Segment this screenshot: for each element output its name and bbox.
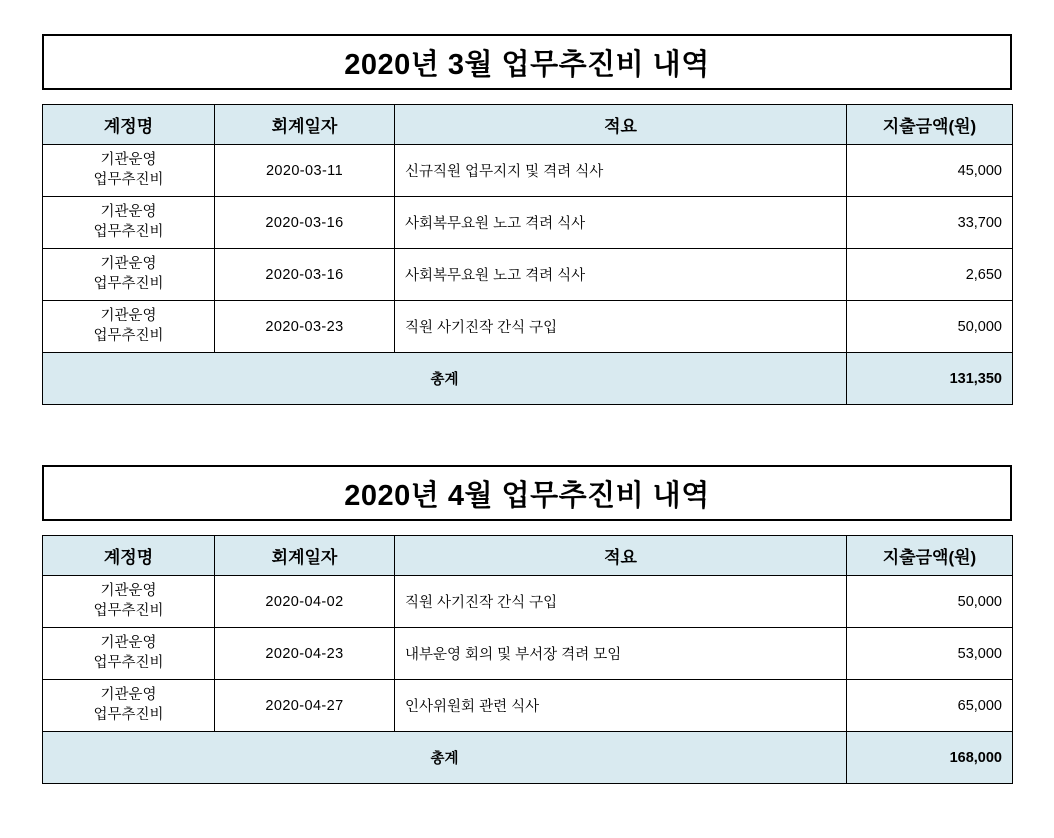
account-line-1: 기관운영 — [100, 582, 157, 599]
table-total-row — [43, 732, 1013, 784]
cell-amount: 45,000 — [847, 145, 1013, 197]
expense-section-april — [42, 405, 1012, 784]
cell-account — [43, 197, 215, 249]
account-line-1: 기관운영 — [100, 307, 157, 324]
table-row — [43, 576, 1013, 628]
account-line-2: 업무추진비 — [93, 327, 164, 344]
cell-date: 2020-04-23 — [215, 628, 395, 680]
cell-description: 직원 사기진작 간식 구입 — [395, 576, 847, 628]
cell-date: 2020-04-27 — [215, 680, 395, 732]
cell-date: 2020-04-02 — [215, 576, 395, 628]
column-header-account: 계정명 — [43, 536, 215, 576]
cell-amount: 65,000 — [847, 680, 1013, 732]
table-total-row — [43, 353, 1013, 405]
table-row — [43, 145, 1013, 197]
expense-table-april — [42, 535, 1013, 784]
cell-account — [43, 576, 215, 628]
account-line-1: 기관운영 — [100, 203, 157, 220]
account-line-2: 업무추진비 — [93, 171, 164, 188]
table-header-row — [43, 536, 1013, 576]
page-title-april: 2020년 4월 업무추진비 내역 — [344, 479, 710, 512]
cell-description: 사회복무요원 노고 격려 식사 — [395, 249, 847, 301]
cell-description: 내부운영 회의 및 부서장 격려 모임 — [395, 628, 847, 680]
table-row — [43, 628, 1013, 680]
table-body-march — [43, 145, 1013, 405]
column-header-account: 계정명 — [43, 105, 215, 145]
total-label: 총계 — [43, 732, 847, 784]
cell-account — [43, 249, 215, 301]
column-header-date: 회계일자 — [215, 105, 395, 145]
cell-amount: 2,650 — [847, 249, 1013, 301]
account-line-1: 기관운영 — [100, 686, 157, 703]
table-header-march — [43, 105, 1013, 145]
table-row — [43, 680, 1013, 732]
account-line-2: 업무추진비 — [93, 223, 164, 240]
cell-date: 2020-03-16 — [215, 197, 395, 249]
total-amount: 168,000 — [847, 732, 1013, 784]
expense-table-march — [42, 104, 1013, 405]
cell-amount: 50,000 — [847, 576, 1013, 628]
table-row — [43, 197, 1013, 249]
table-body-april — [43, 576, 1013, 784]
table-row — [43, 249, 1013, 301]
page-title-march: 2020년 3월 업무추진비 내역 — [344, 48, 710, 81]
column-header-amount: 지출금액(원) — [847, 105, 1013, 145]
cell-account — [43, 145, 215, 197]
expense-section-march — [42, 0, 1012, 405]
title-box-april — [42, 465, 1012, 521]
table-header-row — [43, 105, 1013, 145]
cell-date: 2020-03-23 — [215, 301, 395, 353]
account-line-2: 업무추진비 — [93, 654, 164, 671]
cell-amount: 53,000 — [847, 628, 1013, 680]
account-line-1: 기관운영 — [100, 151, 157, 168]
total-label: 총계 — [43, 353, 847, 405]
column-header-description: 적요 — [395, 105, 847, 145]
cell-account — [43, 680, 215, 732]
account-line-2: 업무추진비 — [93, 275, 164, 292]
table-header-april — [43, 536, 1013, 576]
account-line-2: 업무추진비 — [93, 602, 164, 619]
cell-date: 2020-03-11 — [215, 145, 395, 197]
cell-description: 직원 사기진작 간식 구입 — [395, 301, 847, 353]
cell-description: 신규직원 업무지지 및 격려 식사 — [395, 145, 847, 197]
account-line-1: 기관운영 — [100, 255, 157, 272]
title-box-march — [42, 34, 1012, 90]
cell-amount: 33,700 — [847, 197, 1013, 249]
cell-description: 인사위원회 관련 식사 — [395, 680, 847, 732]
table-row — [43, 301, 1013, 353]
column-header-description: 적요 — [395, 536, 847, 576]
cell-date: 2020-03-16 — [215, 249, 395, 301]
cell-account — [43, 628, 215, 680]
total-amount: 131,350 — [847, 353, 1013, 405]
account-line-2: 업무추진비 — [93, 706, 164, 723]
cell-account — [43, 301, 215, 353]
account-line-1: 기관운영 — [100, 634, 157, 651]
cell-amount: 50,000 — [847, 301, 1013, 353]
cell-description: 사회복무요원 노고 격려 식사 — [395, 197, 847, 249]
column-header-amount: 지출금액(원) — [847, 536, 1013, 576]
column-header-date: 회계일자 — [215, 536, 395, 576]
